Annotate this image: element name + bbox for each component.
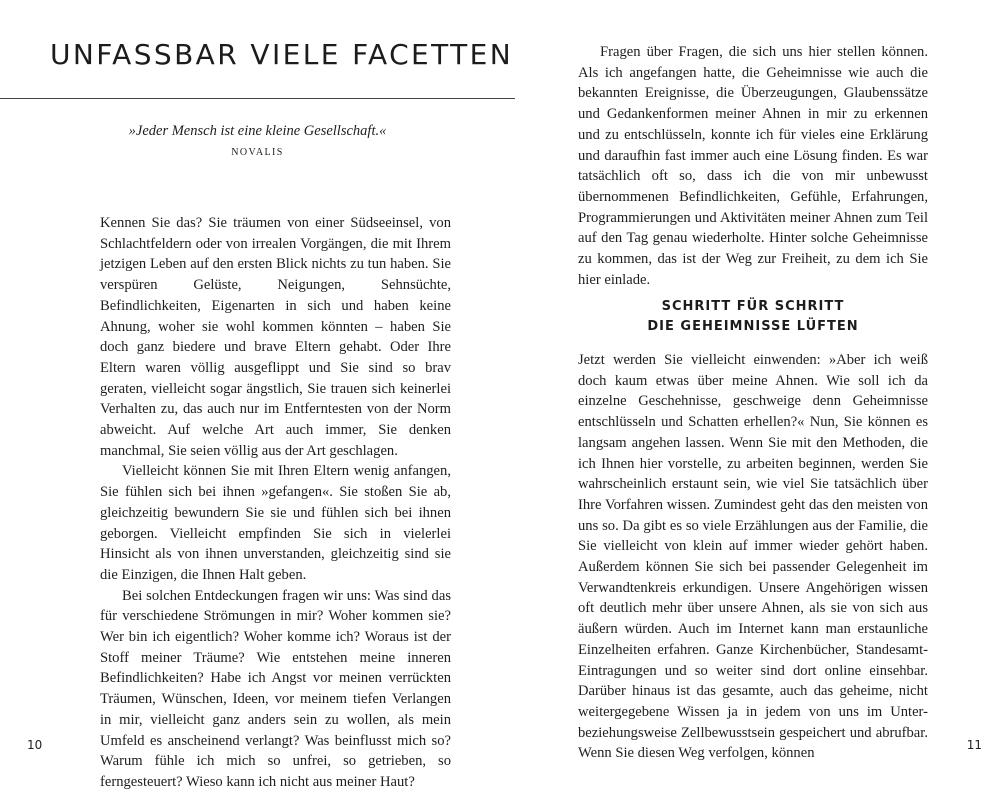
paragraph: Bei solchen Entdeckungen fragen wir uns: Was sind das für verschiedene Strömungen in mir? Woher kommen sie? Wer bin ich eigentlich? Woher komme ich? Woraus ist der Stoff meiner Träume? Wie entstehen meine inneren Befindlichkeiten? Habe ich Angst vor meinen verrückten Träumen, Wünschen, Ideen, vor meinem tiefen Verlangen in mir, vielleicht ganz anders sein zu wollen, als mein Umfeld es anscheinend verlangt? Was beinflusst mich so? Warum fühle ich mich so unfrei, so getrieben, so ferngesteuert? Wieso kann ich nicht aus meiner Haut? [100,587,451,790]
right-body-text-top [578,42,928,290]
paragraph: Jetzt werden Sie vielleicht einwenden: »Aber ich weiß doch kaum etwas über meine Ahnen. Wie soll ich da einzelne Geschehnisse, geschweige denn Geheimnisse entschlüsseln und Schatten erhellen?« Nun, Sie können es langsam angehen lassen. Wenn Sie mit den Methoden, die ich Ihnen hier vorstelle, zu arbeiten beginnen, werden Sie wahrscheinlich erstaunt sein, wie viel Sie tatsächlich über Ihre Vorfahren wissen. Zumindest geht das den meisten von uns so. Da gibt es so viele Erzählungen aus der Familie, die Sie vielleicht von klein auf immer wieder gehört haben. Außerdem können Sie sich bei passender Gelegenheit im Verwandtenkreis erkundigen. Unsere Angehörigen wissen oft deutlich mehr über unsere Ahnen, als sie von sich aus äußern würden. Auch im Internet kann man erstaunliche Einzelheiten erfahren. Ganze Kirchenbücher, Standesamt-Eintragungen und so weiter sind dort online einsehbar. Darüber hinaus ist das gesamte, auch das geheime, nicht weitergegebene Wissen ja in jedem von uns im Unter- beziehungsweise Zellbewusstsein gespeichert und abrufbar. Wenn Sie diesen Weg verfolgen, können [578,352,928,762]
page-number-left: 10 [27,738,43,752]
section-heading [578,297,928,337]
paragraph: Fragen über Fragen, die sich uns hier stellen können. Als ich angefangen hatte, die Geheimnisse wie auch die bekannten Ereignisse, die Überzeugungen, Glaubenssätze und Gedankenformen meiner Ahnen in mir zu erkennen und zu entschlüsseln, konnte ich für vieles eine Erklärung und daraufhin fast immer auch eine Lösung finden. Es war tatsächlich oft so, dass ich die von mir unbewusst übernommenen Befindlichkeiten, Gefühle, Erfahrungen, Programmierungen und Aktivitäten meiner Ahnen zum Teil auf den Tag genau wiederholte. Hinter solche Geheimnisse zu kommen, das ist der Weg zur Freiheit, zu dem ich Sie hier einlade. [578,44,928,288]
section-heading-line: SCHRITT FÜR SCHRITT [661,299,845,314]
chapter-title: UNFASSBAR VIELE FACETTEN [50,38,514,71]
title-divider [0,98,515,99]
paragraph: Vielleicht können Sie mit Ihren Eltern wenig anfangen, Sie fühlen sich bei ihnen »gefangen«. Sie stoßen Sie ab, gleichzeitig bewundern Sie sie und fühlen sich bei ihnen geborgen. Vielleicht empfinden Sie sich in vielerlei Hinsicht als von ihnen unverstanden, gleichzeitig sind sie die Einzigen, die Ihnen Halt geben. [100,463,451,583]
epigraph-quote: »Jeder Mensch ist eine kleine Gesellschaft.« [128,123,387,139]
right-body-text-bottom [578,350,928,764]
left-body-text [100,213,451,793]
epigraph-author: NOVALIS [231,147,284,158]
section-heading-line: DIE GEHEIMNISSE LÜFTEN [647,319,859,334]
paragraph: Kennen Sie das? Sie träumen von einer Südseeinsel, von Schlachtfeldern oder von irrealen Vorgängen, die mit Ihrem jetzigen Leben auf den ersten Blick nichts zu tun haben. Sie verspüren Gelüste, Neigungen, Sehnsüchte, Befindlichkeiten, Eigenarten in sich und haben keine Ahnung, woher sie wohl kommen könnten – haben Sie doch ganz biedere und brave Eltern gehabt. Oder Ihre Eltern waren völlig ausgeflippt und Sie sind so brav geraten, vielleicht sogar ängstlich, Sie trauen sich keinerlei Verhalten zu, das auch nur im Entferntesten von der Norm abweicht. Auf welche Art auch immer, Sie denken manchmal, Sie seien völlig aus der Art geschlagen. [100,215,451,459]
page-number-right: 11 [966,738,982,752]
